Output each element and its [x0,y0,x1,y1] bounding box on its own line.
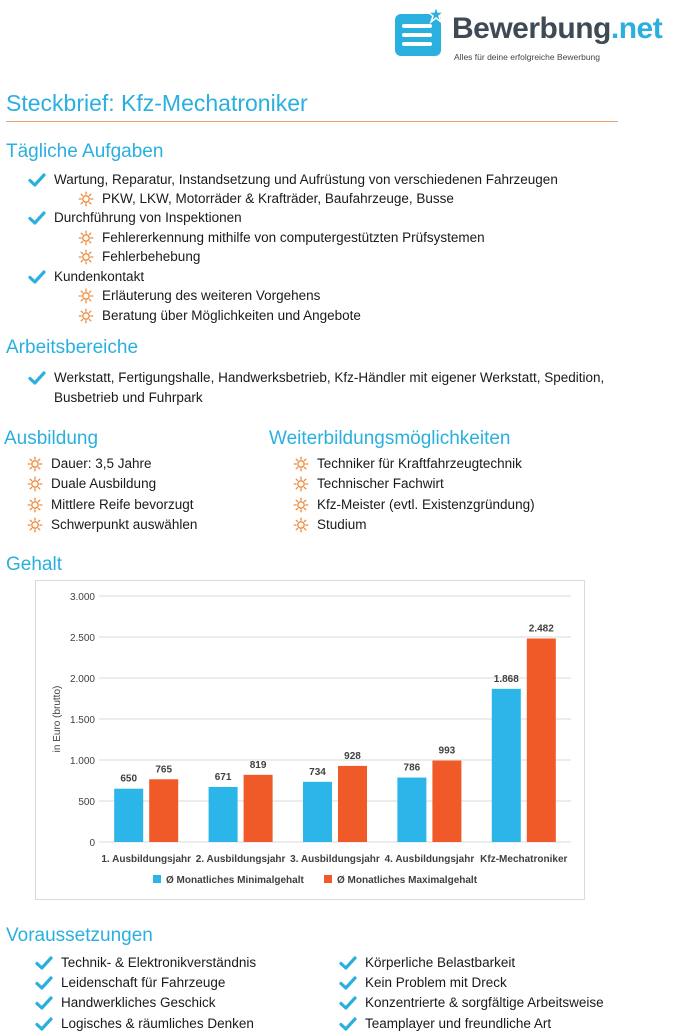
lightbulb-icon [78,308,96,324]
heading-voraussetzungen: Voraussetzungen [6,925,153,946]
x-tick-label: Kfz-Mechatroniker [480,854,568,865]
lightbulb-icon [27,497,45,513]
title-divider [6,121,618,122]
lightbulb-icon [293,456,311,472]
data-label: 671 [214,771,232,783]
legend-label: Ø Monatliches Minimalgehalt [166,875,304,886]
check-icon [28,172,46,188]
check-icon [339,1016,357,1032]
bar [244,775,273,842]
check-icon [28,210,46,226]
y-tick-label: 2.500 [69,633,95,644]
bar [397,778,426,842]
y-tick-label: 0 [89,838,95,849]
check-icon [35,975,53,991]
ausbildung-item: Dauer: 3,5 Jahre [51,456,152,472]
task-item: Wartung, Reparatur, Instandsetzung und Aufrüstung von verschiedenen Fahrzeugen [54,172,558,188]
y-tick-label: 1.000 [69,756,95,767]
check-icon [339,995,357,1011]
data-label: 786 [403,762,421,774]
bar [149,779,178,842]
arbeitsbereiche-text-cont: Busbetrieb und Fuhrpark [54,390,203,405]
bar [114,789,143,842]
task-subitem: Fehlererkennung mithilfe von computergestützten Prüfsystemen [102,230,485,246]
weiterbildung-item: Studium [317,517,367,533]
bar [338,766,367,842]
check-icon [28,269,46,285]
data-label: 2.482 [528,623,554,635]
check-icon [35,1016,53,1032]
requirement-item: Logisches & räumliches Denken [61,1016,254,1032]
bar [303,782,332,842]
x-tick-label: 1. Ausbildungsjahr [101,854,192,865]
check-icon [35,955,53,971]
lightbulb-icon [293,476,311,492]
data-label: 1.868 [493,673,519,685]
weiterbildung-item: Techniker für Kraftfahrzeugtechnik [317,456,522,472]
y-tick-label: 500 [78,797,95,808]
y-axis-label: in Euro (brutto) [52,685,63,753]
lightbulb-icon [27,456,45,472]
lightbulb-icon [293,517,311,533]
bar [527,638,556,842]
requirement-item: Körperliche Belastbarkeit [365,955,515,971]
lightbulb-icon [78,288,96,304]
y-tick-label: 2.000 [69,674,95,685]
task-item: Kundenkontakt [54,269,144,285]
lightbulb-icon [78,249,96,265]
data-label: 734 [309,766,326,778]
ausbildung-item: Duale Ausbildung [51,476,156,492]
arbeitsbereiche-text: Werkstatt, Fertigungshalle, Handwerksbetrieb, Kfz-Händler mit eigener Werkstatt, Spedition, [54,370,604,386]
document-logo-icon [394,4,450,60]
logo-tagline: Alles für deine erfolgreiche Bewerbung [454,52,601,62]
requirement-item: Kein Problem mit Dreck [365,975,507,991]
bar [492,689,521,842]
logo[interactable] [394,2,698,64]
heading-ausbildung: Ausbildung [4,428,99,449]
ausbildung-item: Mittlere Reife bevorzugt [51,497,194,513]
bar [432,761,461,842]
y-tick-label: 1.500 [69,715,95,726]
requirement-item: Teamplayer und freundliche Art [365,1016,551,1032]
requirement-item: Technik- & Elektronikverständnis [61,955,256,971]
legend-label: Ø Monatliches Maximalgehalt [337,875,478,886]
task-subitem: Fehlerbehebung [102,249,200,265]
weiterbildung-item: Kfz-Meister (evtl. Existenzgründung) [317,497,535,513]
bar [209,787,238,842]
data-label: 928 [344,750,361,762]
check-icon [339,975,357,991]
lightbulb-icon [293,497,311,513]
weiterbildung-item: Technischer Fachwirt [317,476,444,492]
task-subitem: Beratung über Möglichkeiten und Angebote [102,308,361,324]
data-label: 819 [249,759,267,771]
salary-chart-svg [36,581,584,899]
ausbildung-item: Schwerpunkt auswählen [51,517,197,533]
y-tick-label: 3.000 [69,592,95,603]
heading-arbeitsbereiche: Arbeitsbereiche [6,337,139,358]
requirement-item: Handwerkliches Geschick [61,995,216,1011]
task-subitem: PKW, LKW, Motorräder & Krafträder, Baufahrzeuge, Busse [102,191,454,207]
x-tick-label: 2. Ausbildungsjahr [195,854,286,865]
x-tick-label: 4. Ausbildungsjahr [384,854,475,865]
requirement-item: Leidenschaft für Fahrzeuge [61,975,225,991]
legend-swatch [153,875,161,883]
check-icon [28,370,46,386]
heading-weiterbildung: Weiterbildungsmöglichkeiten [269,428,511,449]
lightbulb-icon [27,517,45,533]
check-icon [35,995,53,1011]
lightbulb-icon [78,191,96,207]
heading-gehalt: Gehalt [6,554,62,575]
data-label: 765 [155,764,173,776]
check-icon [339,955,357,971]
task-item: Durchführung von Inspektionen [54,210,242,226]
lightbulb-icon [27,476,45,492]
logo-wordmark: Bewerbung.net [452,12,663,45]
x-tick-label: 3. Ausbildungsjahr [290,854,380,865]
task-subitem: Erläuterung des weiteren Vorgehens [102,288,320,304]
data-label: 993 [438,745,456,757]
lightbulb-icon [78,230,96,246]
heading-taegliche-aufgaben: Tägliche Aufgaben [6,141,164,162]
page-title: Steckbrief: Kfz-Mechatroniker [6,90,308,116]
salary-chart [35,580,585,900]
data-label: 650 [120,773,138,785]
legend-swatch [324,875,332,883]
requirement-item: Konzentrierte & sorgfältige Arbeitsweise [365,995,604,1011]
